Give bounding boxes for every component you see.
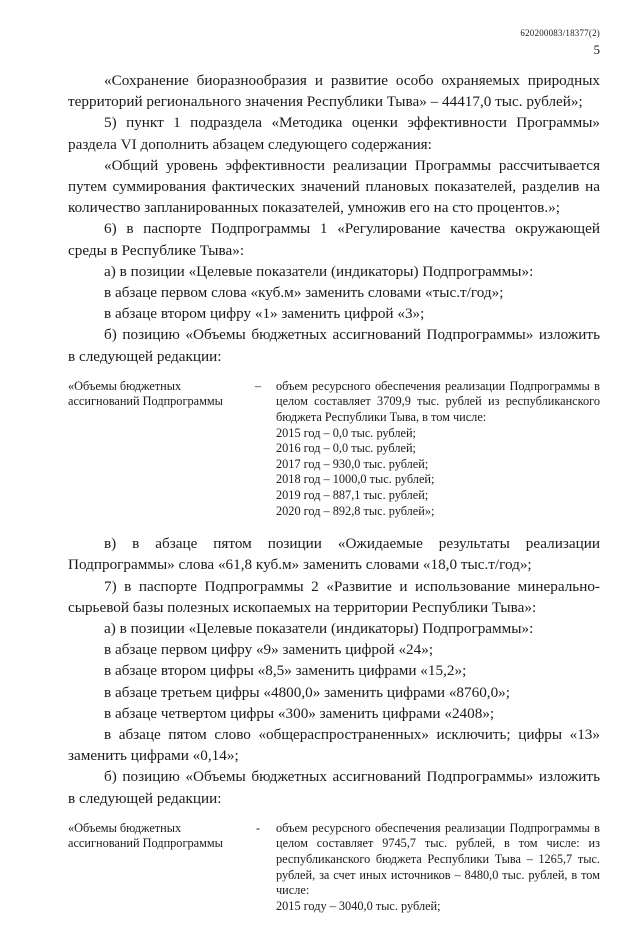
paragraph: в) в абзаце пятом позиции «Ожидаемые результаты реализации Подпрограммы» слова «61,8 куб.м» заменить словами «18,0 тыс.т/год»; <box>68 535 600 574</box>
budget-table-subprogram-1 <box>68 379 600 519</box>
table-intro: объем ресурсного обеспечения реализации Подпрограммы в целом составляет 9745,7 тыс. рублей, в том числе: из республиканского бюджета Республики Тыва – 1265,7 тыс. рублей, за счет иных источников – 8480,0 тыс. рублей, в том числе: <box>276 820 600 898</box>
paragraph: «Сохранение биоразнообразия и развитие особо охраняемых природных территорий регионального значения Республики Тыва» – 44417,0 тыс. рублей»; <box>68 72 600 111</box>
paragraph: а) в позиции «Целевые показатели (индикаторы) Подпрограммы»: <box>104 262 534 280</box>
paragraph: б) позицию «Объемы бюджетных ассигнований Подпрограммы» изложить в следующей редакции: <box>68 768 600 807</box>
table-year-row: 2015 год – 0,0 тыс. рублей; <box>276 425 416 440</box>
paragraph: 7) в паспорте Подпрограммы 2 «Развитие и использование минерально-сырьевой базы полезных ископаемых на территории Республики Тыва»: <box>68 577 600 616</box>
table-year-row: 2015 году – 3040,0 тыс. рублей; <box>276 898 441 913</box>
table-left-label: «Объемы бюджетных ассигнований Подпрограммы <box>68 378 223 409</box>
paragraph: в абзаце первом цифру «9» заменить цифрой «24»; <box>104 641 434 659</box>
table-right-content <box>268 821 600 915</box>
paragraph: а) в позиции «Целевые показатели (индикаторы) Подпрограммы»: <box>104 620 534 637</box>
table-year-row: 2020 год – 892,8 тыс. рублей»; <box>276 503 435 518</box>
table-year-row: 2017 год – 930,0 тыс. рублей; <box>276 456 429 471</box>
paragraph: в абзаце втором цифру «1» заменить цифрой «3»; <box>104 305 425 323</box>
paragraph: в абзаце пятом слово «общераспространенных» исключить; цифры «13» заменить цифрами «0,14»; <box>68 726 600 765</box>
document-body <box>68 70 600 928</box>
paragraph: в абзаце четвертом цифры «300» заменить цифрами «2408»; <box>104 704 495 722</box>
paragraph: в абзаце первом слова «куб.м» заменить словами «тыс.т/год»; <box>104 284 504 302</box>
budget-table-subprogram-2 <box>68 821 600 915</box>
paragraph: в абзаце третьем цифры «4800,0» заменить цифрами «8760,0»; <box>104 683 510 701</box>
table-intro: объем ресурсного обеспечения реализации Подпрограммы в целом составляет 3709,9 тыс. рублей из республиканского бюджета Республики Тыва, в том числе: <box>276 378 600 425</box>
table-year-row: 2018 год – 1000,0 тыс. рублей; <box>276 472 435 487</box>
table-right-content <box>268 379 600 519</box>
paragraph: б) позицию «Объемы бюджетных ассигнований Подпрограммы» изложить в следующей редакции: <box>68 326 600 365</box>
paragraph: в абзаце втором цифры «8,5» заменить цифрами «15,2»; <box>104 662 467 680</box>
table-dash: - <box>255 820 261 835</box>
table-year-row: 2016 год – 0,0 тыс. рублей; <box>276 441 416 456</box>
paragraph: 6) в паспорте Подпрограммы 1 «Регулирование качества окружающей среды в Республике Тыва»: <box>68 220 600 259</box>
paragraph: 5) пункт 1 подраздела «Методика оценки эффективности Программы» раздела VI дополнить абзацем следующего содержания: <box>68 114 600 153</box>
page-number: 5 <box>593 42 600 57</box>
table-left-label: «Объемы бюджетных ассигнований Подпрограммы <box>68 820 223 851</box>
table-dash: – <box>254 378 262 393</box>
document-number: 620200083/18377(2) <box>520 28 600 38</box>
table-year-row: 2019 год – 887,1 тыс. рублей; <box>276 488 429 502</box>
paragraph: «Общий уровень эффективности реализации Программы рассчитывается путем суммирования фактических значений плановых показателей, разделив на количество запланированных показателей, умножив его на сто процентов.»; <box>68 156 600 217</box>
